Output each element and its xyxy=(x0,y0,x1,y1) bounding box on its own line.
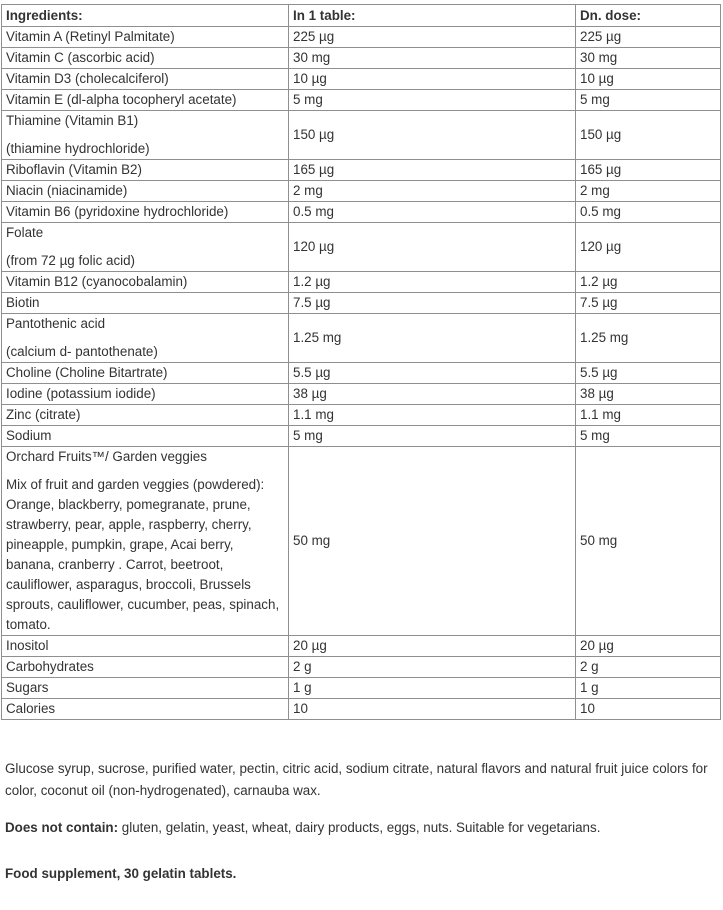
ingredient-text: Vitamin B6 (pyridoxine hydrochloride) xyxy=(6,204,229,219)
ingredient-cell xyxy=(2,426,289,447)
ingredient-cell xyxy=(2,181,289,202)
table-row xyxy=(2,181,721,202)
table-row xyxy=(2,447,721,636)
in-1-table-cell: 38 µg xyxy=(289,384,576,405)
ingredient-text: Pantothenic acid xyxy=(6,316,106,331)
in-1-table-cell: 5.5 µg xyxy=(289,363,576,384)
dn-dose-cell: 2 g xyxy=(576,657,721,678)
ingredient-text: Iodine (potassium iodide) xyxy=(6,386,156,401)
ingredient-text: Calories xyxy=(6,701,56,716)
ingredient-text: Mix of fruit and garden veggies (powdered): Orange, blackberry, pomegranate, prune, strawberry, pear, apple, raspberry, cherry, pineapple, pumpkin, grape, Acai berry, banana, cranberry . Carrot, beetroot, cauliflower, asparagus, broccoli, Brussels sprouts, cauliflower, cucumber, peas, spinach, tomato. xyxy=(6,477,280,632)
dn-dose-cell: 50 mg xyxy=(576,447,721,636)
ingredient-text: Orchard Fruits™/ Garden veggies xyxy=(6,449,207,464)
in-1-table-cell: 30 mg xyxy=(289,48,576,69)
table-row xyxy=(2,678,721,699)
ingredient-text: Niacin (niacinamide) xyxy=(6,183,128,198)
table-header-row xyxy=(2,5,721,27)
ingredient-cell xyxy=(2,48,289,69)
dn-dose-cell: 225 µg xyxy=(576,27,721,48)
in-1-table-cell: 1.2 µg xyxy=(289,272,576,293)
in-1-table-cell: 225 µg xyxy=(289,27,576,48)
ingredient-cell xyxy=(2,90,289,111)
in-1-table-cell: 20 µg xyxy=(289,636,576,657)
in-1-table-cell: 10 xyxy=(289,699,576,720)
table-row xyxy=(2,636,721,657)
table-row xyxy=(2,363,721,384)
table-row xyxy=(2,223,721,272)
ingredient-cell xyxy=(2,314,289,363)
ingredient-text: Riboflavin (Vitamin B2) xyxy=(6,162,142,177)
table-row xyxy=(2,69,721,90)
ingredient-cell xyxy=(2,160,289,181)
table-row xyxy=(2,111,721,160)
table-row xyxy=(2,699,721,720)
table-row xyxy=(2,160,721,181)
ingredient-text: Vitamin A (Retinyl Palmitate) xyxy=(6,29,175,44)
ingredient-text: Vitamin B12 (cyanocobalamin) xyxy=(6,274,188,289)
table-row xyxy=(2,27,721,48)
dn-dose-cell: 120 µg xyxy=(576,223,721,272)
in-1-table-cell: 1.1 mg xyxy=(289,405,576,426)
ingredient-cell xyxy=(2,69,289,90)
in-1-table-cell: 1.25 mg xyxy=(289,314,576,363)
ingredient-cell xyxy=(2,363,289,384)
dn-dose-cell: 7.5 µg xyxy=(576,293,721,314)
dn-dose-cell: 1.2 µg xyxy=(576,272,721,293)
in-1-table-cell: 120 µg xyxy=(289,223,576,272)
table-row xyxy=(2,202,721,223)
ingredient-cell xyxy=(2,223,289,272)
in-1-table-cell: 2 g xyxy=(289,657,576,678)
dn-dose-cell: 10 xyxy=(576,699,721,720)
table-row xyxy=(2,90,721,111)
ingredient-text: Carbohydrates xyxy=(6,659,94,674)
dn-dose-cell: 1 g xyxy=(576,678,721,699)
in-1-table-cell: 165 µg xyxy=(289,160,576,181)
does-not-contain-label: Does not contain: xyxy=(5,820,119,835)
ingredient-text: Folate xyxy=(6,225,44,240)
table-row xyxy=(2,293,721,314)
ingredients-table-body xyxy=(2,27,721,720)
dn-dose-cell: 5 mg xyxy=(576,426,721,447)
in-1-table-cell: 150 µg xyxy=(289,111,576,160)
ingredient-text: Sugars xyxy=(6,680,49,695)
table-row xyxy=(2,657,721,678)
ingredient-text: Vitamin D3 (cholecalciferol) xyxy=(6,71,169,86)
ingredient-cell xyxy=(2,657,289,678)
ingredient-cell xyxy=(2,202,289,223)
does-not-contain-items: gluten, gelatin, yeast, wheat, dairy products, eggs, nuts. Suitable for vegetarians. xyxy=(118,820,601,835)
in-1-table-cell: 1 g xyxy=(289,678,576,699)
table-row xyxy=(2,314,721,363)
ingredient-text: Choline (Choline Bitartrate) xyxy=(6,365,168,380)
in-1-table-cell: 7.5 µg xyxy=(289,293,576,314)
dn-dose-cell: 0.5 mg xyxy=(576,202,721,223)
ingredient-text: (from 72 µg folic acid) xyxy=(6,253,136,268)
dn-dose-cell: 1.25 mg xyxy=(576,314,721,363)
ingredient-cell xyxy=(2,27,289,48)
ingredient-text: Biotin xyxy=(6,295,40,310)
table-row xyxy=(2,48,721,69)
in-1-table-cell: 0.5 mg xyxy=(289,202,576,223)
ingredient-cell xyxy=(2,405,289,426)
dn-dose-cell: 20 µg xyxy=(576,636,721,657)
ingredient-cell xyxy=(2,678,289,699)
ingredients-table xyxy=(1,4,721,720)
ingredient-cell xyxy=(2,384,289,405)
footer-notes xyxy=(1,758,721,885)
ingredient-cell xyxy=(2,111,289,160)
ingredient-text: Vitamin C (ascorbic acid) xyxy=(6,50,155,65)
does-not-contain-line xyxy=(5,817,717,839)
ingredient-text: Inositol xyxy=(6,638,49,653)
in-1-table-cell: 5 mg xyxy=(289,90,576,111)
ingredient-cell xyxy=(2,447,289,636)
dn-dose-cell: 150 µg xyxy=(576,111,721,160)
header-in-1-table: In 1 table: xyxy=(289,5,576,27)
ingredient-text: (thiamine hydrochloride) xyxy=(6,141,150,156)
table-row xyxy=(2,384,721,405)
ingredient-text: (calcium d- pantothenate) xyxy=(6,344,158,359)
ingredient-text: Sodium xyxy=(6,428,52,443)
other-ingredients-text: Glucose syrup, sucrose, purified water, pectin, citric acid, sodium citrate, natural flavors and natural fruit juice colors for color, coconut oil (non-hydrogenated), carnauba wax. xyxy=(5,761,708,798)
table-row xyxy=(2,405,721,426)
header-dn-dose: Dn. dose: xyxy=(576,5,721,27)
in-1-table-cell: 2 mg xyxy=(289,181,576,202)
dn-dose-cell: 10 µg xyxy=(576,69,721,90)
dn-dose-cell: 1.1 mg xyxy=(576,405,721,426)
ingredient-text: Zinc (citrate) xyxy=(6,407,81,422)
table-row xyxy=(2,272,721,293)
dn-dose-cell: 2 mg xyxy=(576,181,721,202)
ingredient-text: Thiamine (Vitamin B1) xyxy=(6,113,139,128)
in-1-table-cell: 50 mg xyxy=(289,447,576,636)
dn-dose-cell: 30 mg xyxy=(576,48,721,69)
dn-dose-cell: 165 µg xyxy=(576,160,721,181)
ingredient-cell xyxy=(2,699,289,720)
ingredient-cell xyxy=(2,293,289,314)
in-1-table-cell: 10 µg xyxy=(289,69,576,90)
header-ingredients: Ingredients: xyxy=(2,5,289,27)
ingredient-text: Vitamin E (dl-alpha tocopheryl acetate) xyxy=(6,92,237,107)
dn-dose-cell: 38 µg xyxy=(576,384,721,405)
ingredient-cell xyxy=(2,636,289,657)
ingredient-cell xyxy=(2,272,289,293)
table-row xyxy=(2,426,721,447)
dn-dose-cell: 5 mg xyxy=(576,90,721,111)
in-1-table-cell: 5 mg xyxy=(289,426,576,447)
food-supplement-note: Food supplement, 30 gelatin tablets. xyxy=(5,866,237,881)
dn-dose-cell: 5.5 µg xyxy=(576,363,721,384)
